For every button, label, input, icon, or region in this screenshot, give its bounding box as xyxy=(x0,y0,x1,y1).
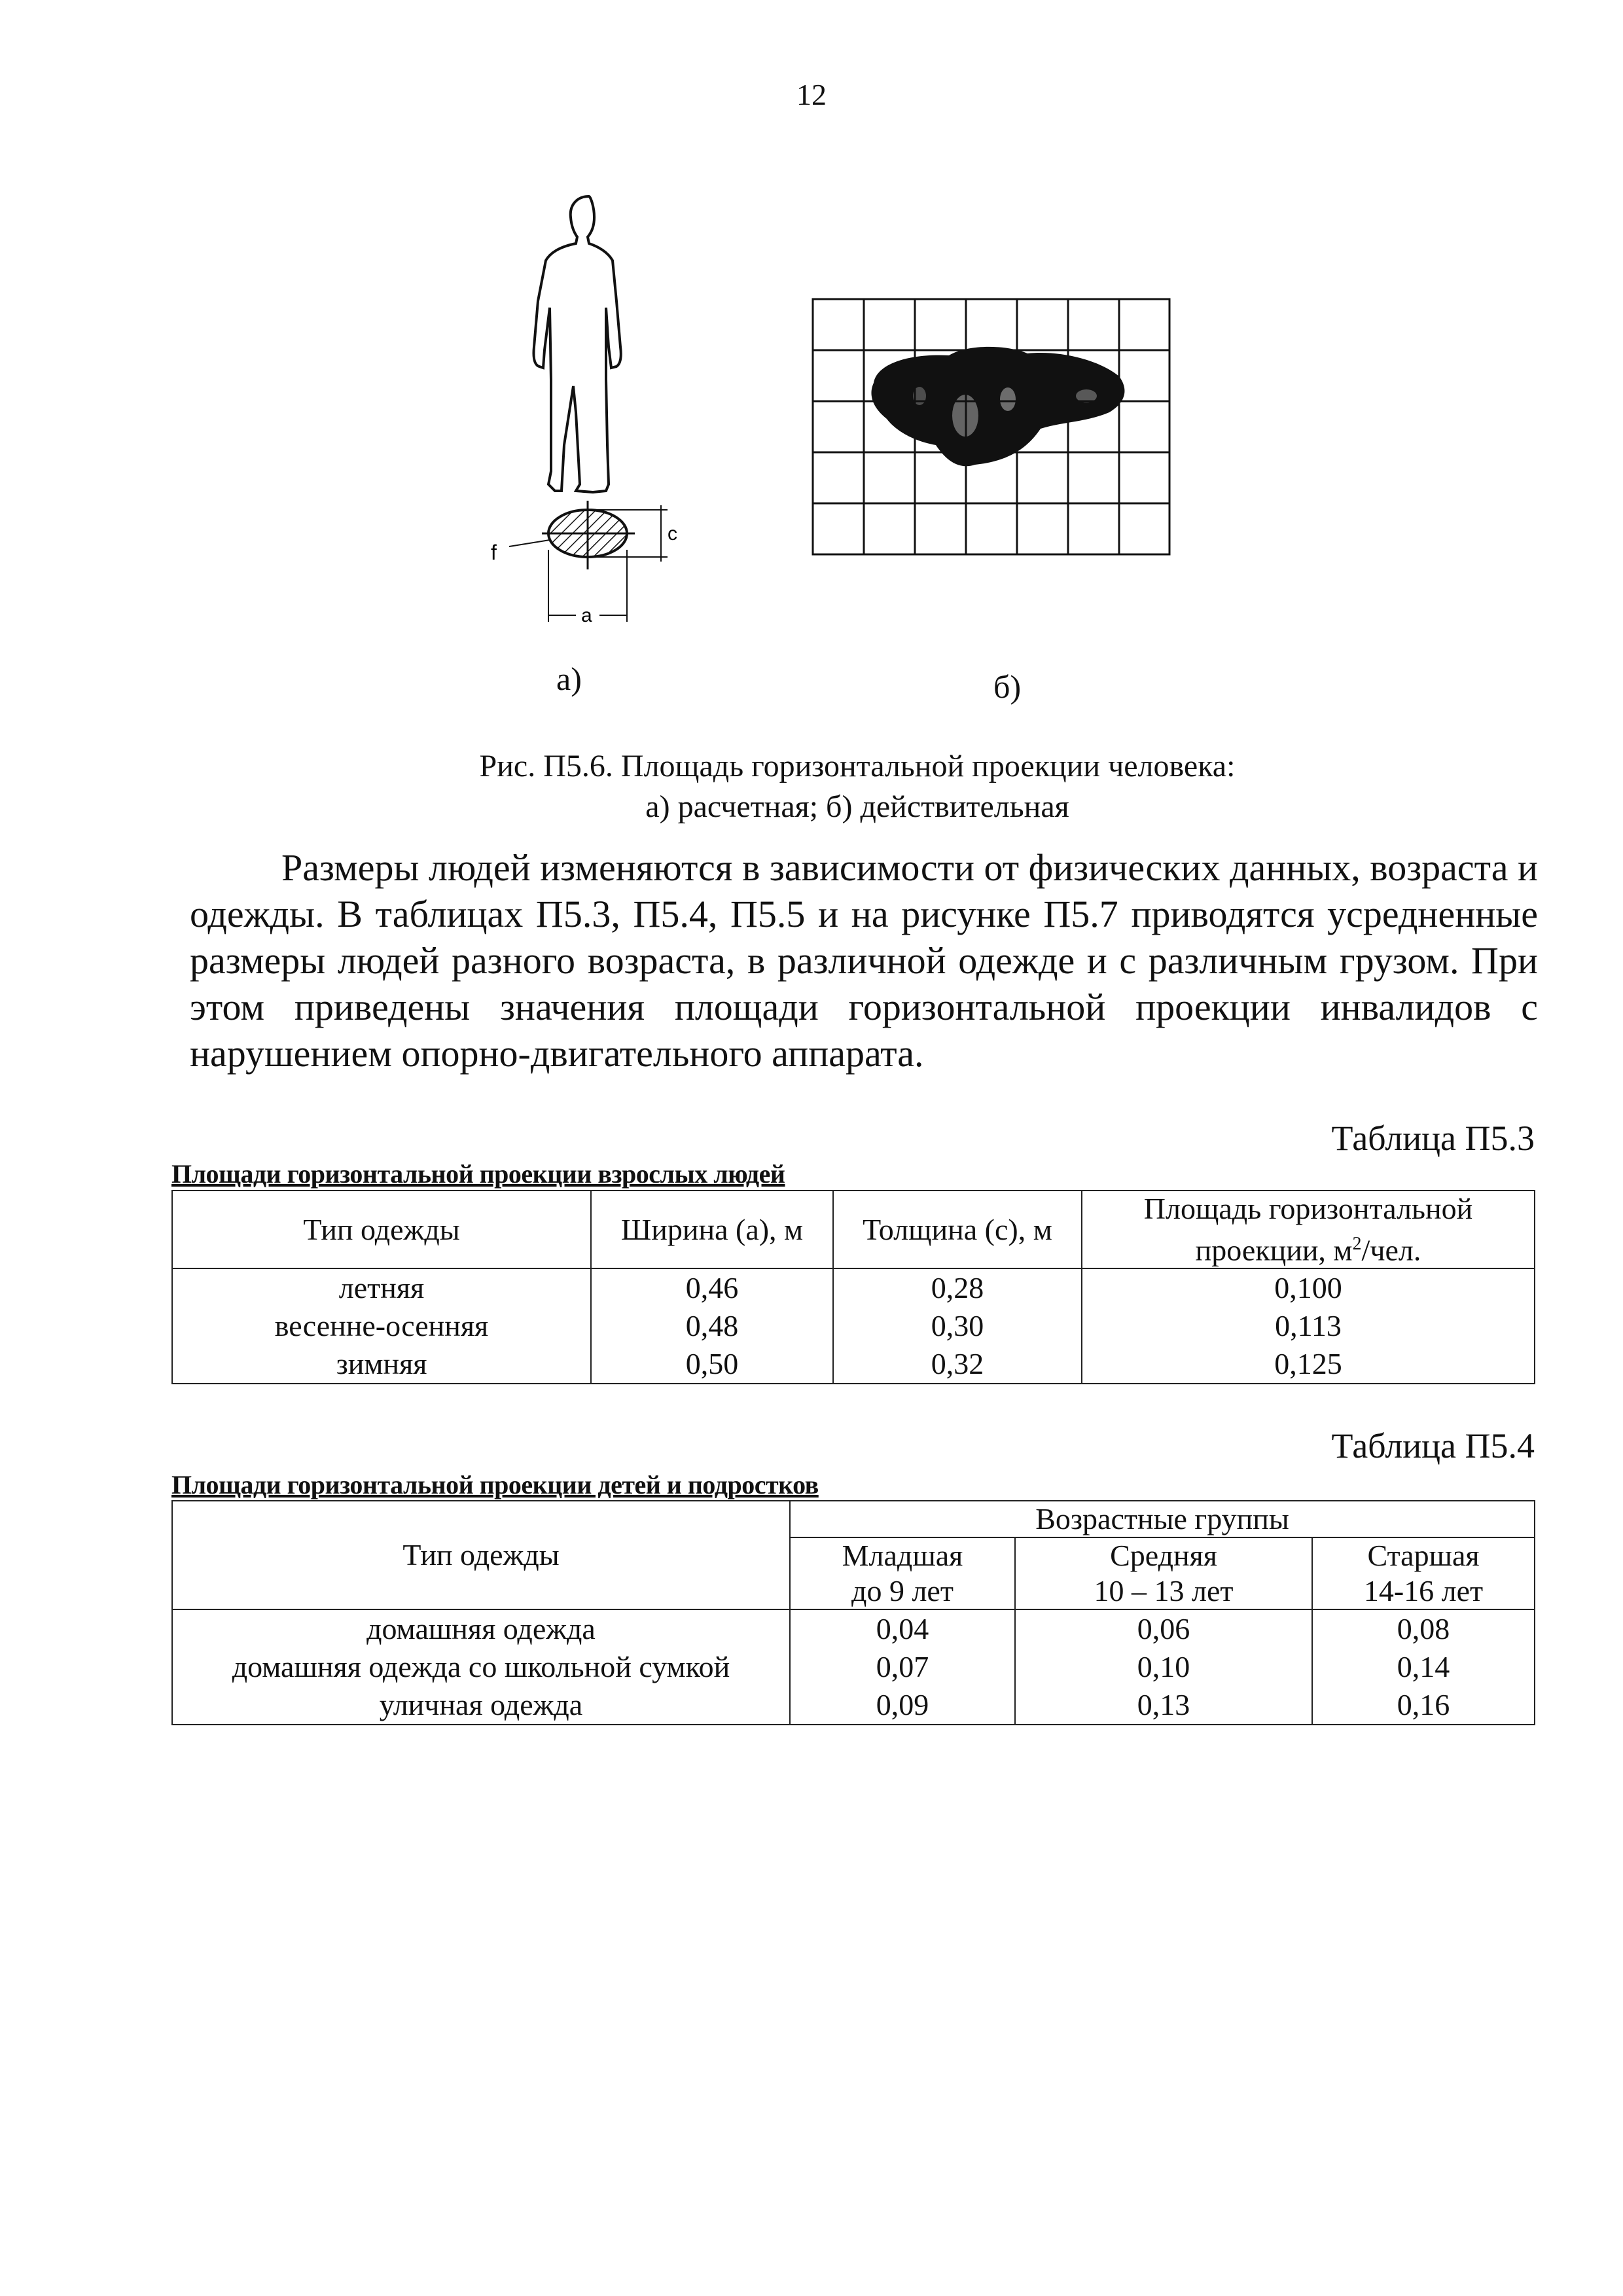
cell-senior: 0,16 xyxy=(1312,1686,1535,1725)
actual-projection-grid-figure xyxy=(812,298,1178,560)
table-header-row xyxy=(172,1191,1535,1268)
cell-clothing: домашняя одежда xyxy=(172,1609,790,1648)
cell-middle: 0,10 xyxy=(1015,1648,1312,1686)
dimension-c-label: c xyxy=(668,523,677,545)
cell-senior: 0,08 xyxy=(1312,1609,1535,1648)
header-width: Ширина (а), м xyxy=(591,1191,833,1268)
header-senior-line2: 14-16 лет xyxy=(1363,1574,1484,1607)
cell-clothing: весенне-осенняя xyxy=(172,1307,591,1345)
header-middle-line2: 10 – 13 лет xyxy=(1094,1574,1234,1607)
table-p53-title: Площади горизонтальной проекции взрослых людей xyxy=(171,1159,785,1189)
table-row xyxy=(172,1648,1535,1686)
cell-thickness: 0,32 xyxy=(833,1345,1082,1384)
header-senior-line1: Старшая xyxy=(1367,1539,1480,1572)
cell-junior: 0,04 xyxy=(790,1609,1015,1648)
cell-area: 0,100 xyxy=(1082,1268,1535,1307)
projection-blob xyxy=(872,347,1125,466)
header-middle xyxy=(1015,1537,1312,1609)
table-row xyxy=(172,1307,1535,1345)
figure-caption xyxy=(0,746,1623,827)
header-thickness: Толщина (с), м xyxy=(833,1191,1082,1268)
header-senior xyxy=(1312,1537,1535,1609)
cell-clothing: зимняя xyxy=(172,1345,591,1384)
person-silhouette xyxy=(533,196,620,492)
caption-line-2: а) расчетная; б) действительная xyxy=(645,789,1069,824)
table-row xyxy=(172,1268,1535,1307)
cell-area: 0,113 xyxy=(1082,1307,1535,1345)
header-area-unit: проекции, м xyxy=(1195,1233,1353,1267)
table-p53 xyxy=(171,1190,1535,1384)
cell-senior: 0,14 xyxy=(1312,1648,1535,1686)
header-junior xyxy=(790,1537,1015,1609)
header-area-sup: 2 xyxy=(1352,1234,1362,1254)
page-number: 12 xyxy=(796,78,827,111)
cell-width: 0,48 xyxy=(591,1307,833,1345)
table-p54 xyxy=(171,1500,1535,1725)
header-clothing: Тип одежды xyxy=(172,1191,591,1268)
caption-line-1: Рис. П5.6. Площадь горизонтальной проекции человека: xyxy=(479,749,1236,783)
header-age-groups: Возрастные группы xyxy=(790,1501,1535,1537)
cell-thickness: 0,30 xyxy=(833,1307,1082,1345)
cell-clothing: уличная одежда xyxy=(172,1686,790,1725)
table-row xyxy=(172,1686,1535,1725)
header-area-line1: Площадь горизонтальной xyxy=(1143,1192,1473,1225)
cell-middle: 0,06 xyxy=(1015,1609,1312,1648)
table-row xyxy=(172,1345,1535,1384)
header-junior-line1: Младшая xyxy=(842,1539,963,1572)
cell-junior: 0,07 xyxy=(790,1648,1015,1686)
dimension-a-label: а xyxy=(581,605,592,626)
cell-junior: 0,09 xyxy=(790,1686,1015,1725)
table-row xyxy=(172,1609,1535,1648)
header-area xyxy=(1082,1191,1535,1268)
figure-a-label: а) xyxy=(556,660,582,697)
cell-clothing: домашняя одежда со школьной сумкой xyxy=(172,1648,790,1686)
body-paragraph: Размеры людей изменяются в зависимости от физических данных, возраста и одежды. В таблицах П5.3, П5.4, П5.5 и на рисунке П5.7 приводятся усредненные размеры людей разного возраста, в различной одежде и с различным грузом. При этом приведены значения площади горизонтальной проекции инвалидов с нарушением опорно-двигательного аппарата. xyxy=(190,846,1538,1075)
header-middle-line1: Средняя xyxy=(1110,1539,1217,1572)
table-p53-label: Таблица П5.3 xyxy=(1331,1119,1535,1158)
cell-width: 0,46 xyxy=(591,1268,833,1307)
header-junior-line2: до 9 лет xyxy=(851,1574,954,1607)
header-area-per: /чел. xyxy=(1361,1233,1421,1267)
table-p54-title: Площади горизонтальной проекции детей и подростков xyxy=(171,1470,819,1499)
table-p54-label: Таблица П5.4 xyxy=(1331,1426,1535,1465)
cell-thickness: 0,28 xyxy=(833,1268,1082,1307)
cell-clothing: летняя xyxy=(172,1268,591,1307)
header-clothing: Тип одежды xyxy=(172,1501,790,1609)
cell-middle: 0,13 xyxy=(1015,1686,1312,1725)
cell-area: 0,125 xyxy=(1082,1345,1535,1384)
person-schematic-figure xyxy=(478,183,694,641)
marker-f-label: f xyxy=(491,541,497,564)
table-header-row xyxy=(172,1501,1535,1537)
figure-b-label: б) xyxy=(993,668,1022,705)
cell-width: 0,50 xyxy=(591,1345,833,1384)
header-area-line2 xyxy=(1088,1227,1529,1268)
